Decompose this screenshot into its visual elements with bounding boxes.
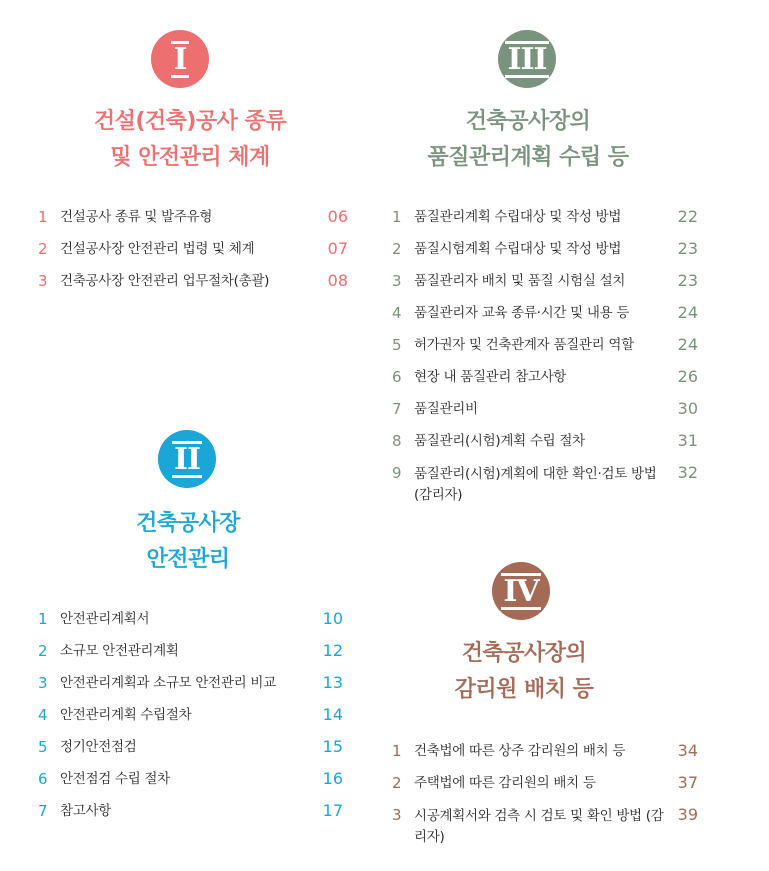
toc-item-page: 37 [677,773,698,792]
toc-item-page: 34 [677,741,698,760]
toc-item-label: 주택법에 따른 감리원의 배치 등 [414,775,596,791]
toc-item-label: 참고사항 [60,803,111,819]
toc-item-page: 22 [677,207,698,226]
toc-item-number: 3 [38,674,48,692]
toc-item-number: 1 [38,208,48,226]
toc-item-page: 16 [322,769,343,788]
section-1-badge [151,30,209,88]
toc-item-label: 품질관리자 배치 및 품질 시험실 설치 [414,273,626,289]
toc-item-number: 5 [38,738,48,756]
section-1 [0,0,380,300]
toc-item-number: 2 [392,240,402,258]
section-3-title-line-1: 건축공사장의 [465,109,591,134]
toc-item-page: 15 [322,737,343,756]
toc-item-page: 39 [677,805,698,824]
toc-item-label: 안전관리계획 수립절차 [60,707,192,723]
toc-item-page: 32 [677,463,698,482]
toc-item-label: 허가권자 및 건축관계자 품질관리 역할 [414,337,634,353]
toc-item-page: 26 [677,367,698,386]
toc-item-label: 품질시험계획 수립대상 및 작성 방법 [414,241,622,257]
section-1-title[interactable] [40,104,340,176]
toc-item-page: 24 [677,335,698,354]
section-3-numeral: III [507,41,547,77]
section-1-title-line-2: 및 안전관리 체계 [110,145,270,170]
toc-item-label: 건설공사장 안전관리 법령 및 체계 [60,241,255,257]
section-3-title-line-2: 품질관리계획 수립 등 [427,145,629,170]
toc-item-number: 8 [392,432,402,450]
toc-item-label: 시공계획서와 검측 시 검토 및 확인 방법 (감리자) [414,808,664,845]
toc-item-label: 소규모 안전관리계획 [60,643,179,659]
toc-item-number: 6 [392,368,402,386]
toc-item-number: 3 [392,272,402,290]
toc-item-label: 건설공사 종류 및 발주유형 [60,209,213,225]
section-2 [0,420,380,840]
toc-item-label: 품질관리비 [414,401,478,417]
section-1-numeral: I [173,41,187,77]
toc-item-number: 4 [38,706,48,724]
toc-item-page: 17 [322,801,343,820]
toc-item-label: 안전관리계획서 [60,611,150,627]
toc-item-page: 12 [322,641,343,660]
toc-item-label: 정기안전점검 [60,739,137,755]
toc-item-label: 품질관리(시험)계획 수립 절차 [414,433,585,449]
toc-item-number: 2 [38,642,48,660]
toc-item-page: 24 [677,303,698,322]
toc-item-label: 품질관리(시험)계획에 대한 확인·검토 방법(감리자) [414,466,657,503]
toc-item-page: 13 [322,673,343,692]
toc-item-page: 08 [327,271,348,290]
section-4 [380,540,769,871]
toc-item-page: 23 [677,239,698,258]
toc-item-number: 4 [392,304,402,322]
toc-item-number: 6 [38,770,48,788]
toc-item-label: 건축공사장 안전관리 업무절차(총괄) [60,273,270,289]
toc-item-number: 1 [392,742,402,760]
toc-item-number: 2 [38,240,48,258]
toc-item-page: 31 [677,431,698,450]
toc-item-number: 3 [38,272,48,290]
section-4-title[interactable] [380,636,668,708]
toc-item-label: 품질관리자 교육 종류·시간 및 내용 등 [414,305,630,321]
toc-item-label: 건축법에 따른 상주 감리원의 배치 등 [414,743,626,759]
toc-item-page: 10 [322,609,343,628]
section-2-numeral: II [173,441,201,477]
section-2-title-line-2: 안전관리 [146,547,230,572]
toc-item-number: 1 [38,610,48,628]
toc-item-number: 1 [392,208,402,226]
section-2-title-line-1: 건축공사장 [136,511,240,536]
section-3-title[interactable] [380,104,676,176]
toc-item-number: 2 [392,774,402,792]
toc-item[interactable] [392,806,698,846]
section-4-title-line-1: 건축공사장의 [461,641,587,666]
toc-item-label: 현장 내 품질관리 참고사항 [414,369,567,385]
section-4-badge [492,562,550,620]
section-3 [380,0,769,520]
toc-item-page: 06 [327,207,348,226]
toc-item-number: 9 [392,464,402,482]
toc-item-label: 안전점검 수립 절차 [60,771,170,787]
toc-item-number: 3 [392,806,402,824]
toc-item-page: 14 [322,705,343,724]
section-2-title[interactable] [38,506,338,578]
toc-item-page: 30 [677,399,698,418]
section-4-numeral: IV [503,573,539,609]
section-2-badge [158,430,216,488]
section-1-title-line-1: 건설(건축)공사 종류 [93,109,287,134]
toc-item-number: 5 [392,336,402,354]
section-4-title-line-2: 감리원 배치 등 [454,677,594,702]
toc-item-number: 7 [392,400,402,418]
toc-item-number: 7 [38,802,48,820]
section-3-badge [498,30,556,88]
toc-item[interactable] [392,464,698,504]
toc-item-page: 23 [677,271,698,290]
toc-item-page: 07 [327,239,348,258]
toc-item-label: 품질관리계획 수립대상 및 작성 방법 [414,209,622,225]
toc-item-label: 안전관리계획과 소규모 안전관리 비교 [60,675,276,691]
